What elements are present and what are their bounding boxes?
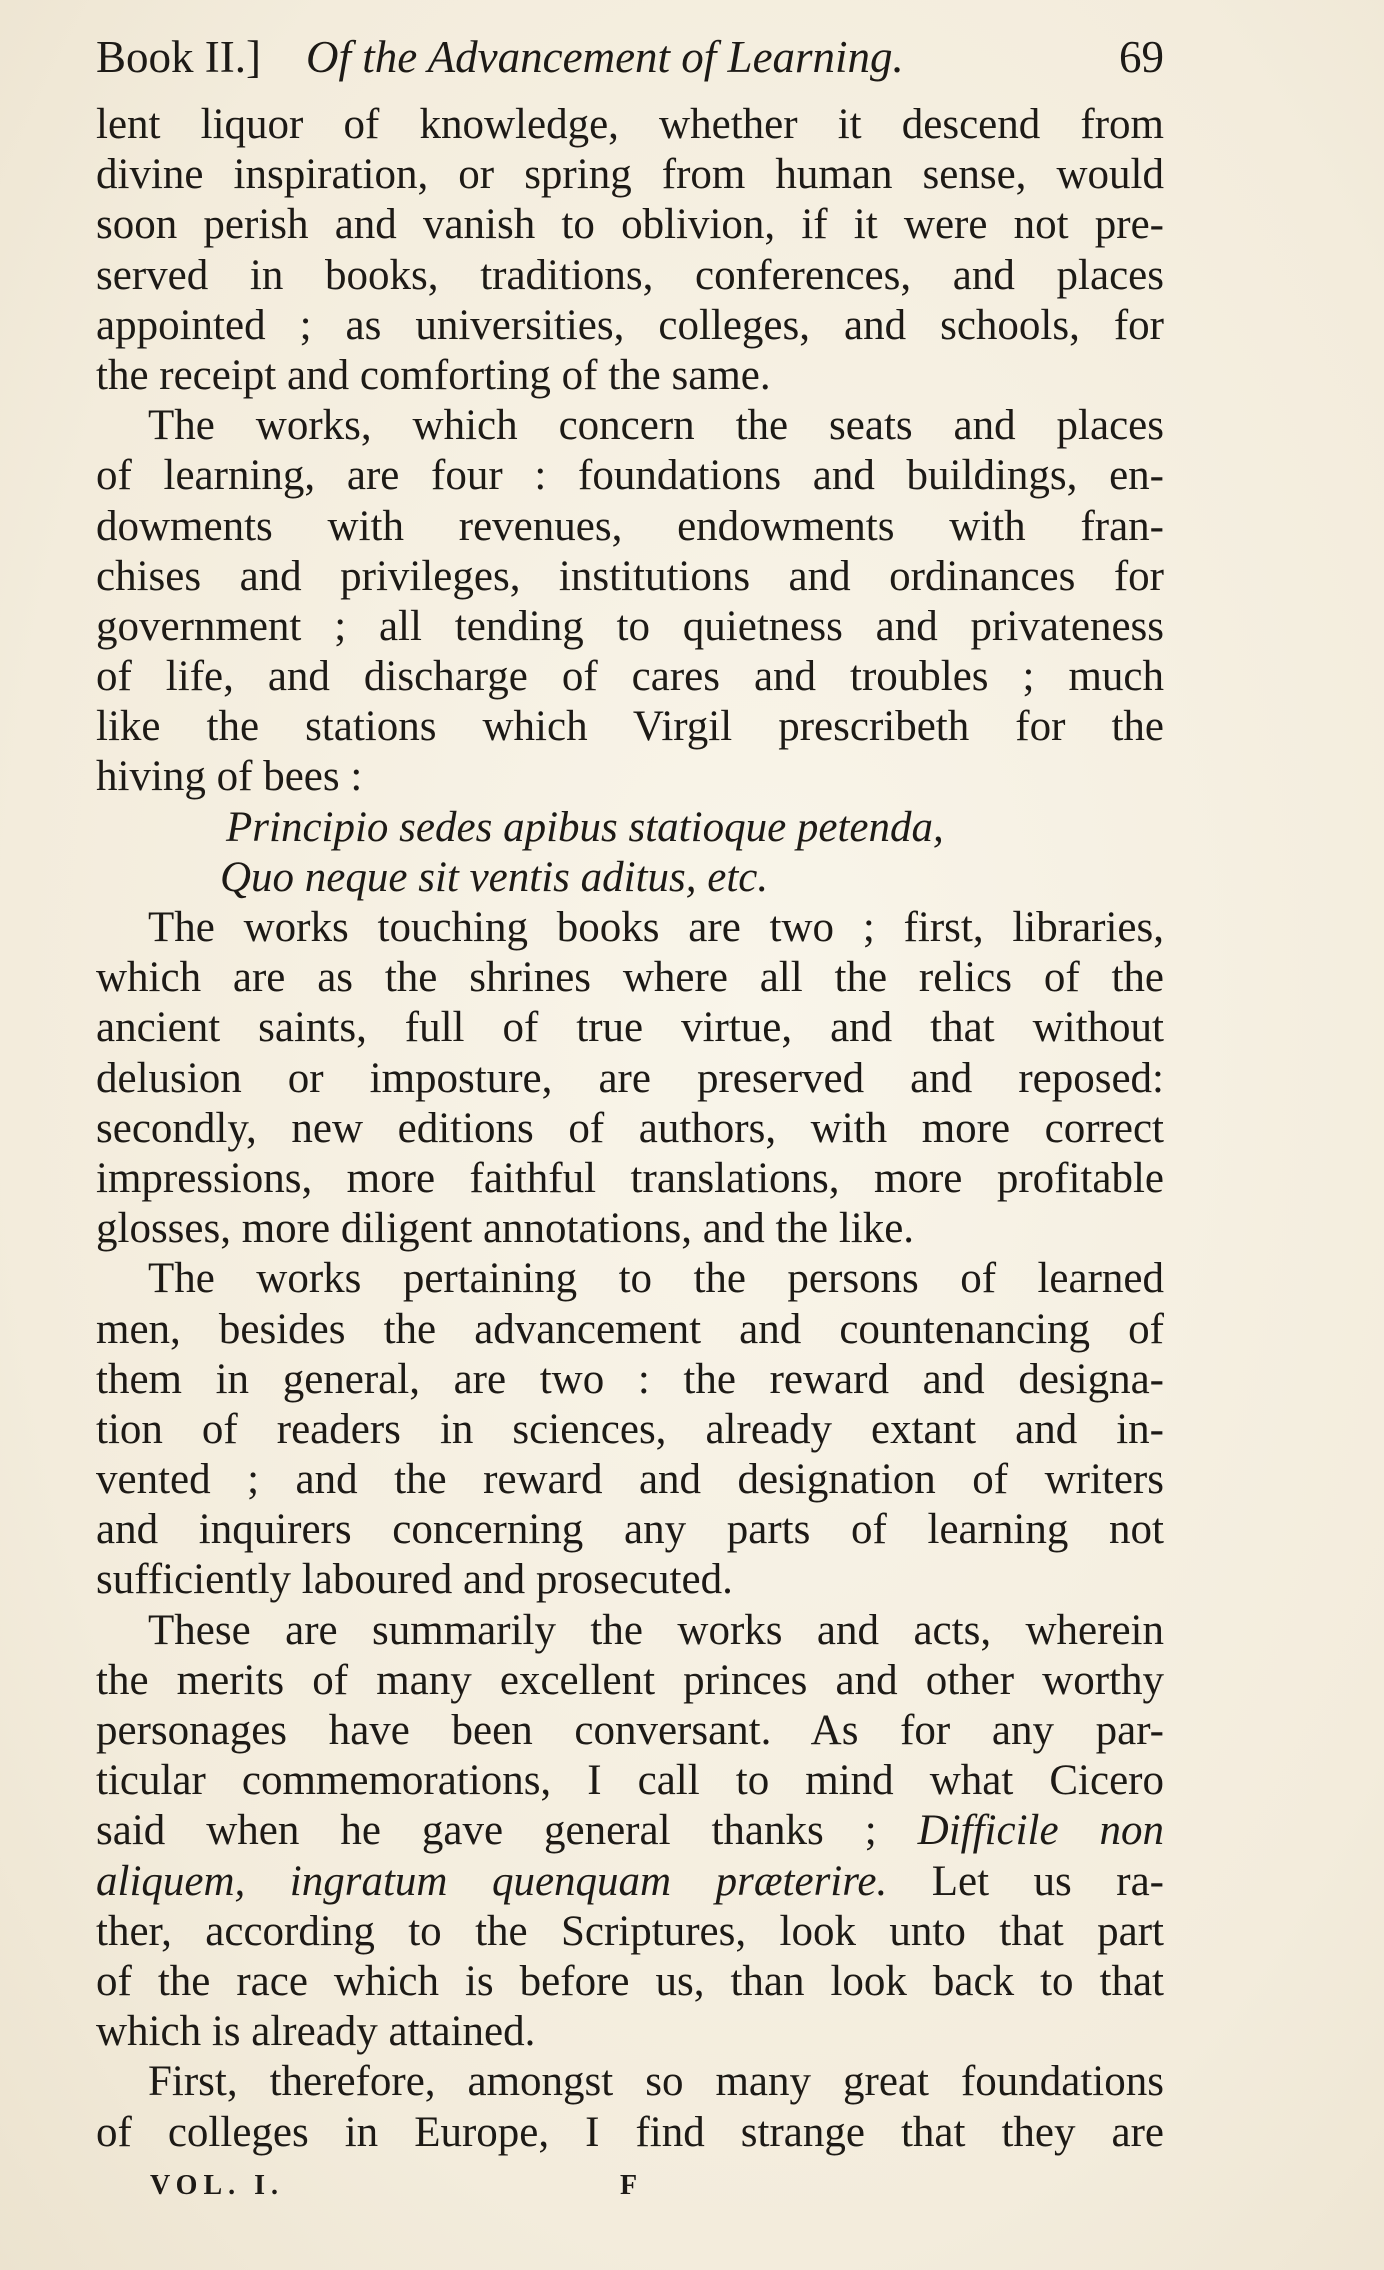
text-line: glosses, more diligent annotations, and the like. bbox=[96, 1205, 915, 1253]
text-line: ancient saints, full of true virtue, and that without bbox=[96, 1004, 1164, 1052]
text-line: soon perish and vanish to oblivion, if it were not pre- bbox=[96, 201, 1164, 249]
text-line: which is already attained. bbox=[96, 2008, 536, 2056]
volume-mark: VOL. I. bbox=[150, 2170, 285, 2201]
text-line: them in general, are two : the reward and designa- bbox=[96, 1355, 1164, 1403]
text-line-mixed bbox=[96, 1806, 1164, 1856]
paragraph-start: The works, which concern the seats and places bbox=[148, 402, 1164, 450]
text-line: the receipt and comforting of the same. bbox=[96, 351, 771, 399]
text-line-mixed bbox=[96, 1857, 1164, 1907]
text-line: secondly, new editions of authors, with more correct bbox=[96, 1104, 1164, 1152]
book-number: Book II.] bbox=[96, 32, 261, 82]
text-line: like the stations which Virgil prescribeth for the bbox=[96, 703, 1164, 751]
text-line: of colleges in Europe, I find strange that they are bbox=[96, 2108, 1164, 2156]
text-line: impressions, more faithful translations, more profitable bbox=[96, 1154, 1164, 1202]
verse-quote-line: Principio sedes apibus statioque petenda, bbox=[226, 803, 944, 851]
text-line: served in books, traditions, conferences, and places bbox=[96, 251, 1164, 299]
signature-mark: F bbox=[620, 2170, 644, 2201]
text-line: government ; all tending to quietness and privateness bbox=[96, 602, 1164, 650]
text-line: appointed ; as universities, colleges, and schools, for bbox=[96, 301, 1164, 349]
text-line: chises and privileges, institutions and ordinances for bbox=[96, 552, 1164, 600]
paragraph-start: These are summarily the works and acts, wherein bbox=[148, 1606, 1164, 1654]
text-line: ticular commemorations, I call to mind what Cicero bbox=[96, 1757, 1164, 1805]
text-line: sufficiently laboured and prosecuted. bbox=[96, 1556, 733, 1604]
text-line: vented ; and the reward and designation of writers bbox=[96, 1456, 1164, 1504]
text-line: delusion or imposture, are preserved and reposed: bbox=[96, 1054, 1164, 1102]
text-line: hiving of bees : bbox=[96, 753, 363, 801]
paragraph-start: The works pertaining to the persons of learned bbox=[148, 1255, 1164, 1303]
latin-quote: aliquem, ingratum quenquam præterire. bbox=[96, 1857, 888, 1905]
paragraph-start: First, therefore, amongst so many great foundations bbox=[148, 2058, 1164, 2106]
text-line: divine inspiration, or spring from human sense, would bbox=[96, 151, 1164, 199]
text-line: the merits of many excellent princes and other worthy bbox=[96, 1656, 1164, 1704]
text-line: men, besides the advancement and countenancing of bbox=[96, 1305, 1164, 1353]
running-title: Of the Advancement of Learning. bbox=[306, 32, 904, 82]
text-line: of the race which is before us, than look back to that bbox=[96, 1957, 1164, 2005]
text-line: ther, according to the Scriptures, look unto that part bbox=[96, 1907, 1164, 1955]
text-line: of life, and discharge of cares and troubles ; much bbox=[96, 653, 1164, 701]
running-head bbox=[96, 22, 1164, 92]
text-line: of learning, are four : foundations and buildings, en- bbox=[96, 452, 1164, 500]
text-line: and inquirers concerning any parts of learning not bbox=[96, 1506, 1164, 1554]
text-run: Let us ra- bbox=[931, 1857, 1165, 1905]
latin-quote: Difficile non bbox=[917, 1807, 1165, 1855]
text-run: said when he gave general thanks ; bbox=[96, 1807, 877, 1855]
text-line: dowments with revenues, endowments with fran- bbox=[96, 502, 1164, 550]
body-text bbox=[96, 100, 1164, 2158]
text-line: lent liquor of knowledge, whether it descend from bbox=[96, 101, 1164, 148]
text-line: personages have been conversant. As for any par- bbox=[96, 1707, 1164, 1754]
page-footer bbox=[150, 2170, 1050, 2220]
text-line: which are as the shrines where all the relics of the bbox=[96, 954, 1164, 1002]
paragraph-start: The works touching books are two ; first, libraries, bbox=[148, 904, 1164, 951]
verse-quote-line: Quo neque sit ventis aditus, etc. bbox=[220, 853, 769, 901]
page-number: 69 bbox=[1119, 32, 1164, 82]
text-line: tion of readers in sciences, already extant and in- bbox=[96, 1405, 1164, 1453]
